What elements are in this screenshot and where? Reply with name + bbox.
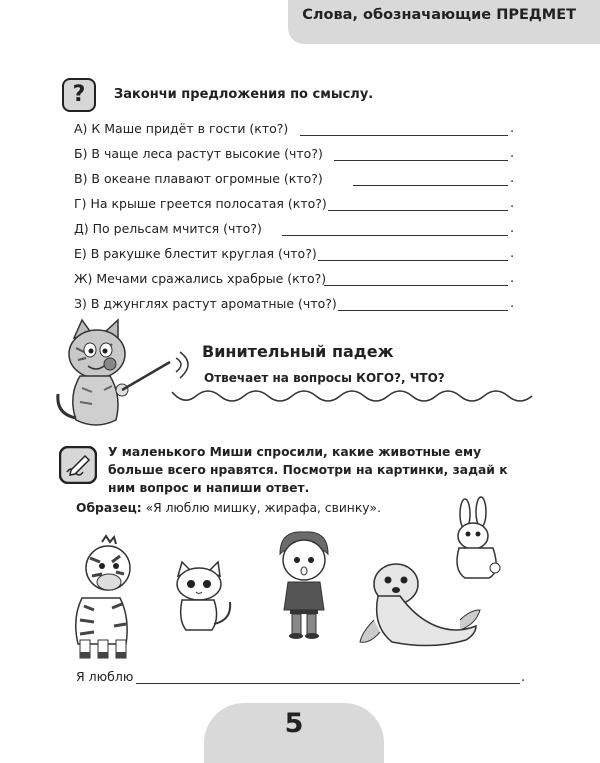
sentence-e: Д) По рельсам мчится (что?)	[74, 221, 262, 236]
sentence-d-dot: .	[510, 196, 515, 211]
header-title: Слова, обозначающие ПРЕДМЕТ	[302, 7, 576, 23]
sentence-h-dot: .	[510, 296, 515, 311]
sentence-a: А) К Маше придёт в гости (кто?)	[74, 121, 289, 136]
page-number: 5	[284, 708, 304, 739]
wavy-underline	[172, 380, 532, 410]
sentence-a-blank[interactable]	[300, 135, 508, 136]
sentence-d: Г) На крыше греется полосатая (кто?)	[74, 196, 327, 211]
task2-instruction: У маленького Миши спросили, какие животные ему больше всего нравятся. Посмотри на картинки, задай к ним вопрос и напиши ответ.	[108, 445, 508, 495]
answer-label: Я люблю	[76, 669, 134, 684]
sentence-c: В) В океане плавают огромные (кто?)	[74, 171, 323, 186]
pencil-writing-icon	[59, 446, 97, 484]
sentence-c-blank[interactable]	[353, 185, 508, 186]
sentence-a-dot: .	[510, 121, 515, 136]
sentence-g: Ж) Мечами сражались храбрые (кто?)	[74, 271, 327, 286]
sentence-g-dot: .	[510, 271, 515, 286]
sentence-b-blank[interactable]	[334, 160, 508, 161]
sentence-d-blank[interactable]	[328, 210, 508, 211]
section-title: Винительный падеж	[202, 342, 394, 361]
cat-teacher-illustration	[52, 318, 192, 438]
answer-dot: .	[521, 670, 526, 685]
sentence-b: Б) В чаще леса растут высокие (что?)	[74, 146, 323, 161]
example-label: Образец:	[76, 501, 142, 515]
sentence-f: Е) В ракушке блестит круглая (что?)	[74, 246, 317, 261]
sentence-h: З) В джунглях растут ароматные (что?)	[74, 296, 337, 311]
sentence-c-dot: .	[510, 171, 515, 186]
task1-title: Закончи предложения по смыслу.	[114, 87, 374, 102]
sentence-f-dot: .	[510, 246, 515, 261]
sentence-b-dot: .	[510, 146, 515, 161]
section-subtitle: Отвечает на вопросы КОГО?, ЧТО?	[204, 371, 445, 385]
zebra-picture	[62, 536, 142, 660]
example-text: «Я люблю мишку, жирафа, свинку».	[145, 501, 381, 515]
question-mark-icon: ?	[62, 78, 96, 112]
answer-blank[interactable]	[136, 683, 520, 684]
sentence-f-blank[interactable]	[318, 260, 508, 261]
kitten-picture	[168, 562, 238, 634]
sentence-e-dot: .	[510, 221, 515, 236]
rabbit-picture	[445, 498, 505, 580]
sentence-g-blank[interactable]	[324, 285, 508, 286]
sentence-h-blank[interactable]	[338, 310, 508, 311]
sentence-e-blank[interactable]	[282, 235, 508, 236]
example-line	[76, 501, 381, 515]
boy-picture	[272, 530, 336, 640]
